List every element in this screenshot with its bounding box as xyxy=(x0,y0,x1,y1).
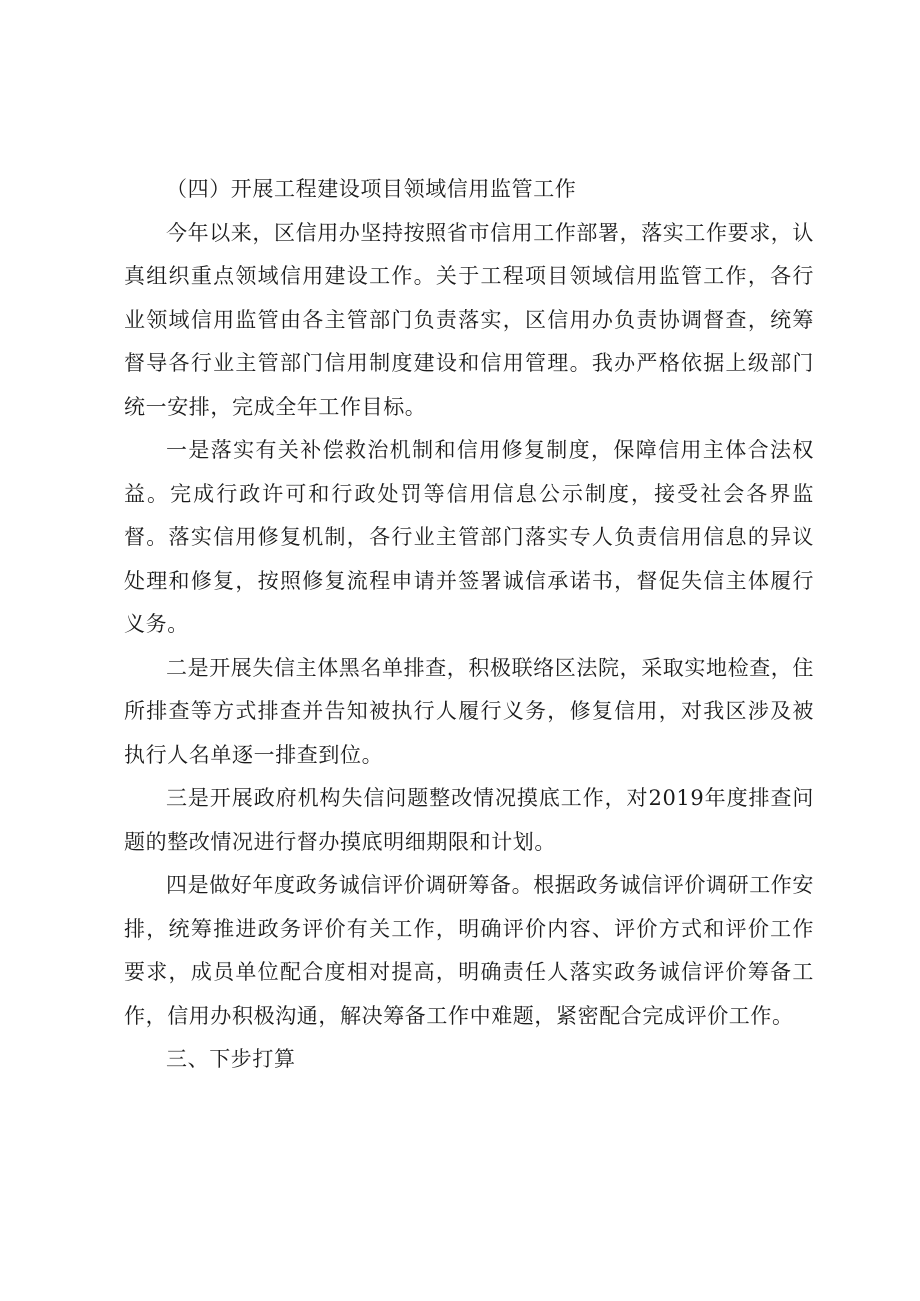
paragraph-item-three: 三是开展政府机构失信问题整改情况摸底工作，对2019年度排查问题的整改情况进行督办摸底明细期限和计划。 xyxy=(124,786,814,854)
next-section-heading: 三、下步打算 xyxy=(166,1047,296,1071)
paragraph-item-two: 二是开展失信主体黑名单排查，积极联络区法院，采取实地检查，住所排查等方式排查并告知被执行人履行义务，修复信用，对我区涉及被执行人名单逐一排查到位。 xyxy=(124,655,814,767)
paragraph-item-one: 一是落实有关补偿救治机制和信用修复制度，保障信用主体合法权益。完成行政许可和行政处罚等信用信息公示制度，接受社会各界监督。落实信用修复机制，各行业主管部门落实专人负责信用信息的异议处理和修复，按照修复流程申请并签署诚信承诺书，督促失信主体履行义务。 xyxy=(124,438,814,636)
document-body xyxy=(124,168,814,1082)
paragraph-intro: 今年以来，区信用办坚持按照省市信用工作部署，落实工作要求，认真组织重点领域信用建设工作。关于工程项目领域信用监管工作，各行业领域信用监管由各主管部门负责落实，区信用办负责协调督查，统筹督导各行业主管部门信用制度建设和信用管理。我办严格依据上级部门统一安排，完成全年工作目标。 xyxy=(124,220,814,419)
section-heading: （四）开展工程建设项目领域信用监管工作 xyxy=(166,177,577,201)
paragraph-item-four: 四是做好年度政务诚信评价调研筹备。根据政务诚信评价调研工作安排，统筹推进政务评价有关工作，明确评价内容、评价方式和评价工作要求，成员单位配合度相对提高，明确责任人落实政务诚信评价筹备工作，信用办积极沟通，解决筹备工作中难题，紧密配合完成评价工作。 xyxy=(124,873,814,1028)
